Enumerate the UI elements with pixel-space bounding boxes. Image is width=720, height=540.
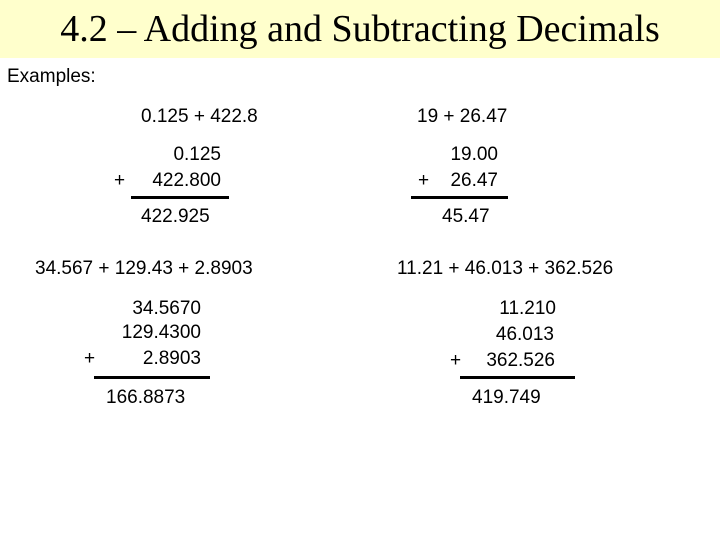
example-3-plus-sign: + [84, 348, 96, 369]
example-2-addend-1: 19.00 [450, 144, 498, 165]
example-1-sum: 422.925 [141, 206, 210, 227]
example-1-addend-2: 422.800 [152, 170, 221, 191]
example-3-addend-2: 129.4300 [121, 322, 201, 343]
example-4-plus-sign: + [450, 350, 462, 371]
examples-label: Examples: [7, 66, 96, 87]
example-2-sum-line [411, 196, 508, 199]
example-1-expression: 0.125 + 422.8 [141, 106, 258, 127]
example-1-sum-line [131, 196, 229, 199]
example-3-addend-1: 34.5670 [132, 298, 201, 319]
example-1-addend-1: 0.125 [173, 144, 221, 165]
example-4-addend-2: 46.013 [495, 324, 554, 345]
example-2-expression: 19 + 26.47 [417, 106, 508, 127]
example-3-sum-line [94, 376, 210, 379]
example-3-addend-3: 2.8903 [142, 348, 201, 369]
example-4-sum: 419.749 [472, 387, 541, 408]
example-4-expression: 11.21 + 46.013 + 362.526 [397, 258, 614, 279]
example-4-addend-3: 362.526 [486, 350, 555, 371]
example-1-plus-sign: + [114, 170, 126, 191]
example-3-sum: 166.8873 [106, 387, 186, 408]
example-2-plus-sign: + [418, 170, 430, 191]
slide-title: 4.2 – Adding and Subtracting Decimals [60, 8, 660, 50]
example-2-sum: 45.47 [442, 206, 490, 227]
example-2-addend-2: 26.47 [450, 170, 498, 191]
example-4-sum-line [460, 376, 575, 379]
example-3-expression: 34.567 + 129.43 + 2.8903 [35, 258, 253, 279]
example-4-addend-1: 11.210 [499, 298, 556, 319]
